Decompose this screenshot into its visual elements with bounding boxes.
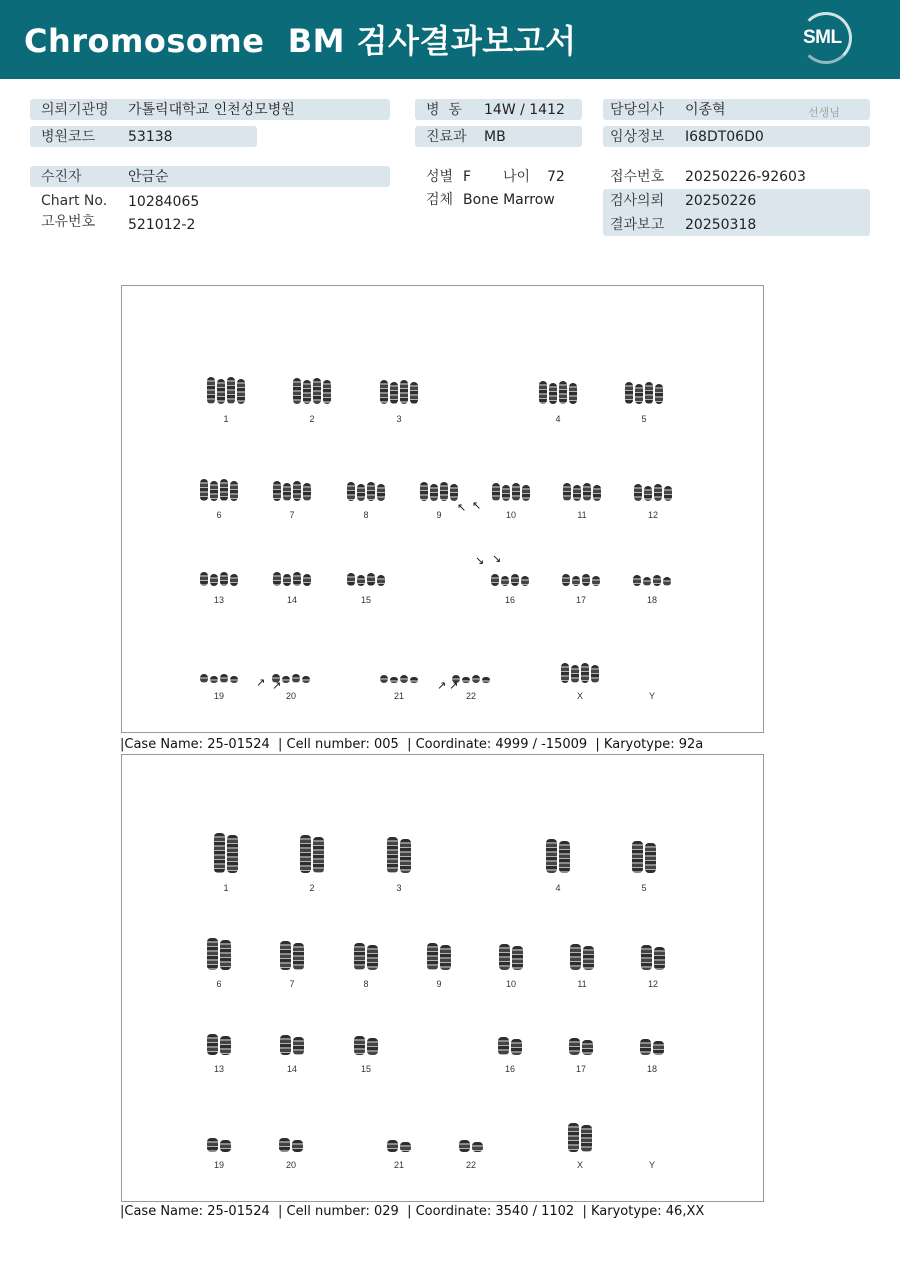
chromosome-15 [354,1036,365,1055]
chromosome-5 [645,382,653,404]
chromosome-5 [625,382,633,404]
chromosome-12 [654,484,662,501]
chromosome-16 [511,574,519,586]
chromosome-label-14: 14 [286,1064,298,1074]
chromosome-21 [380,675,388,683]
chromosome-21-group [379,675,419,683]
chromosome-label-5: 5 [641,414,647,424]
chromosome-10 [499,944,510,970]
chromosome-19 [210,676,218,683]
chromosome-label-13: 13 [213,1064,225,1074]
chromosome-15 [357,575,365,586]
ward-value: 14W / 1412 [484,102,565,118]
request-label: 검사의뢰 [610,193,665,209]
chromosome-2 [293,378,301,404]
chromosome-label-15: 15 [360,595,372,605]
chromosome-1 [207,377,215,404]
chromosome-19 [207,1138,218,1152]
chromosome-label-18: 18 [646,1064,658,1074]
chromosome-16 [511,1039,522,1055]
chromosome-label-5: 5 [641,883,647,893]
chromosome-label-21: 21 [393,691,405,701]
chromosome-label-10: 10 [505,510,517,520]
chromosome-18 [653,575,661,586]
chromosome-11-group [562,483,602,501]
chromosome-5 [632,841,643,873]
chromosome-12-group [640,945,666,970]
chromosome-1 [214,833,225,873]
chromosome-X-group [567,1123,593,1152]
chromosome-14 [273,572,281,586]
chromosome-6 [220,940,231,970]
chromosome-label-20: 20 [285,1160,297,1170]
karyotype-caption-1: |Case Name: 25-01524 | Cell number: 005 | Coordinate: 4999 / -15009 | Karyotype: 92a [120,737,704,752]
chromosome-9 [440,482,448,501]
id-label: 고유번호 [41,214,96,230]
sex-label: 성별 [426,169,454,185]
chromosome-label-8: 8 [363,979,369,989]
chromosome-12-group [633,484,673,501]
chromosome-label-19: 19 [213,691,225,701]
chromosome-21 [387,1140,398,1152]
chromosome-14 [280,1035,291,1055]
chromosome-20 [292,1140,303,1152]
chromosome-6 [207,938,218,970]
chromosome-label-X: X [576,691,584,701]
chromosome-5 [645,843,656,873]
chromosome-11 [570,944,581,970]
chromosome-9 [440,945,451,970]
age-label: 나이 [503,169,531,185]
chromosome-8 [367,945,378,970]
chromosome-13 [230,574,238,586]
chromosome-13 [210,574,218,586]
chromosome-label-9: 9 [436,979,442,989]
report-value: 20250318 [685,217,757,233]
chromosome-label-22: 22 [465,691,477,701]
department-value: MB [484,129,506,145]
chromosome-21 [400,1142,411,1152]
chromosome-1 [227,835,238,873]
chromosome-label-4: 4 [555,414,561,424]
chromosome-5 [655,384,663,404]
chromosome-16 [498,1037,509,1055]
chromosome-3 [400,839,411,873]
chromosome-8-group [353,943,379,970]
chromosome-7 [303,483,311,501]
chromosome-16-group [490,574,530,586]
chromosome-label-7: 7 [289,979,295,989]
chromosome-3 [387,837,398,873]
chromosome-19-group [199,674,239,683]
chromosome-14-group [279,1035,305,1055]
hospital-code-value: 53138 [128,129,173,145]
chromosome-16-group [497,1037,523,1055]
chromosome-14-group [272,572,312,586]
institution-value: 가톨릭대학교 인천성모병원 [128,102,295,118]
chromosome-6 [230,481,238,501]
chromosome-1 [217,379,225,404]
chromosome-15 [367,573,375,586]
chromosome-7 [293,943,304,970]
specimen-label: 검체 [426,192,454,208]
chromosome-19-group [206,1138,232,1152]
chromosome-22 [462,677,470,683]
annotation-arrow-icon: ↖ [457,501,467,514]
chromosome-8 [347,482,355,501]
chromosome-18-group [632,575,672,586]
chromosome-3-group [386,837,412,873]
chromosome-label-17: 17 [575,595,587,605]
chromosome-17 [562,574,570,586]
chromosome-17-group [561,574,601,586]
chromosome-9 [420,482,428,501]
sml-logo [800,12,852,64]
doctor-suffix: 선생님 [808,106,840,119]
chromosome-21 [410,677,418,683]
chromosome-4-group [538,381,578,404]
chromosome-13 [220,1036,231,1055]
chromosome-label-22: 22 [465,1160,477,1170]
annotation-arrow-icon: ↗ [272,679,282,692]
chromosome-5-group [631,841,657,873]
chromosome-X [581,1125,592,1152]
chromosome-18 [643,577,651,586]
chromosome-16 [521,576,529,586]
chromosome-2 [303,380,311,404]
chromosome-10 [522,485,530,501]
chromosome-17 [582,1040,593,1055]
chromosome-label-16: 16 [504,595,516,605]
chromosome-label-2: 2 [309,883,315,893]
chromosome-22-group [458,1140,484,1152]
chromosome-22 [459,1140,470,1152]
chromosome-22 [472,675,480,683]
chromosome-label-7: 7 [289,510,295,520]
patient-row [30,166,390,187]
chromosome-15 [347,573,355,586]
chromosome-11 [583,946,594,970]
chromosome-19 [220,674,228,683]
chromosome-7-group [279,941,305,970]
chromosome-1 [227,377,235,404]
chromosome-2 [313,837,324,873]
chromosome-3 [380,380,388,404]
chromosome-9-group [426,943,452,970]
chromosome-7 [283,483,291,501]
chromosome-8 [377,484,385,501]
chromosome-22 [482,677,490,683]
karyotype-image-2 [121,754,764,1202]
chromosome-label-1: 1 [223,883,229,893]
chromosome-1-group [206,377,246,404]
chromosome-9 [427,943,438,970]
karyotype-image-1 [121,285,764,733]
chromosome-21 [390,677,398,683]
chromosome-8-group [346,482,386,501]
chromosome-X-group [560,663,600,683]
chromosome-X [568,1123,579,1152]
chromosome-22 [472,1142,483,1152]
doctor-value: 이종혁 [685,102,726,118]
chromosome-1-group [213,833,239,873]
chromosome-19 [220,1140,231,1152]
chromosome-label-8: 8 [363,510,369,520]
logo-text: SML [803,27,842,48]
receipt-label: 접수번호 [610,169,665,185]
chromosome-7 [293,481,301,501]
chromosome-12 [654,947,665,970]
chromosome-10 [512,483,520,501]
chromosome-11-group [569,944,595,970]
chromosome-label-9: 9 [436,510,442,520]
receipt-value: 20250226-92603 [685,169,806,185]
chromosome-5-group [624,382,664,404]
clinical-value: I68DT06D0 [685,129,764,145]
chromosome-20-group [278,1138,304,1152]
chromosome-6-group [206,938,232,970]
chromosome-6 [210,481,218,501]
chromosome-4 [539,381,547,404]
chromosome-10 [492,483,500,501]
age-value: 72 [547,169,565,185]
chromosome-4 [546,839,557,873]
chromosome-4 [559,841,570,873]
chromosome-6 [200,479,208,501]
report-title: Chromosome BM 검사결과보고서 [24,22,577,60]
chromosome-3 [400,380,408,404]
chromosome-label-10: 10 [505,979,517,989]
chromosome-21 [400,675,408,683]
chromosome-18 [653,1041,664,1055]
annotation-arrow-icon: ↗ [449,679,459,692]
chromosome-15 [377,575,385,586]
chromosome-2-group [292,378,332,404]
chromosome-2 [313,378,321,404]
chromosome-label-21: 21 [393,1160,405,1170]
chromosome-17 [582,574,590,586]
report-header [0,0,900,79]
chromosome-label-11: 11 [577,510,587,520]
id-value: 521012-2 [128,217,196,233]
chromosome-label-14: 14 [286,595,298,605]
chromosome-8 [357,484,365,501]
chromosome-15-group [353,1036,379,1055]
chromosome-17-group [568,1038,594,1055]
chromosome-9-group [419,482,459,501]
chromosome-label-1: 1 [223,414,229,424]
chromosome-13-group [206,1034,232,1055]
chromosome-label-18: 18 [646,595,658,605]
chromosome-6-group [199,479,239,501]
chromosome-11 [593,485,601,501]
chart-value: 10284065 [128,194,200,210]
annotation-arrow-icon: ↖ [472,499,482,512]
chromosome-X [591,665,599,683]
chromosome-X [581,663,589,683]
annotation-arrow-icon: ↘ [492,552,502,565]
chromosome-14 [293,1037,304,1055]
institution-label: 의뢰기관명 [41,102,109,118]
chromosome-9 [430,484,438,501]
chromosome-label-6: 6 [216,510,222,520]
chromosome-19 [200,674,208,683]
annotation-arrow-icon: ↗ [256,676,266,689]
chromosome-4 [569,383,577,404]
chromosome-8 [354,943,365,970]
chromosome-13 [200,572,208,586]
chromosome-17 [592,576,600,586]
chromosome-3 [390,382,398,404]
sex-value: F [463,169,472,185]
annotation-arrow-icon: ↗ [437,679,447,692]
chromosome-label-12: 12 [647,510,659,520]
chromosome-label-4: 4 [555,883,561,893]
chromosome-11 [563,483,571,501]
request-value: 20250226 [685,193,757,209]
chromosome-13-group [199,572,239,586]
chromosome-X [571,665,579,683]
clinical-label: 임상정보 [610,129,665,145]
chromosome-9 [450,484,458,501]
annotation-arrow-icon: ↘ [475,554,485,567]
chromosome-14 [303,574,311,586]
chromosome-11 [573,485,581,501]
chromosome-20 [282,676,290,683]
chromosome-19 [230,676,238,683]
chromosome-18 [663,577,671,586]
chart-label: Chart No. [41,193,108,209]
chromosome-label-3: 3 [396,414,402,424]
chromosome-label-2: 2 [309,414,315,424]
chromosome-17 [569,1038,580,1055]
chromosome-10-group [498,944,524,970]
chromosome-12 [634,484,642,501]
chromosome-10-group [491,483,531,501]
chromosome-7-group [272,481,312,501]
chromosome-11 [583,483,591,501]
chromosome-2 [323,380,331,404]
chromosome-label-20: 20 [285,691,297,701]
chromosome-12 [641,945,652,970]
chromosome-label-Y: Y [648,691,656,701]
chromosome-18 [633,575,641,586]
chromosome-label-13: 13 [213,595,225,605]
chromosome-4 [559,381,567,404]
chromosome-10 [512,946,523,970]
chromosome-7 [273,481,281,501]
chromosome-17 [572,576,580,586]
chromosome-label-6: 6 [216,979,222,989]
chromosome-4-group [545,839,571,873]
chromosome-18 [640,1039,651,1055]
chromosome-label-X: X [576,1160,584,1170]
chromosome-7 [280,941,291,970]
chromosome-label-Y: Y [648,1160,656,1170]
chromosome-12 [664,486,672,501]
specimen-value: Bone Marrow [463,192,555,208]
ward-label: 병 동 [426,102,462,118]
chromosome-4 [549,383,557,404]
chromosome-15-group [346,573,386,586]
chromosome-13 [220,572,228,586]
chromosome-label-15: 15 [360,1064,372,1074]
chromosome-10 [502,485,510,501]
chromosome-8 [367,482,375,501]
chromosome-2-group [299,835,325,873]
chromosome-label-12: 12 [647,979,659,989]
chromosome-label-17: 17 [575,1064,587,1074]
chromosome-3 [410,382,418,404]
chromosome-12 [644,486,652,501]
chromosome-20 [279,1138,290,1152]
chromosome-label-3: 3 [396,883,402,893]
karyotype-caption-2: |Case Name: 25-01524 | Cell number: 029 | Coordinate: 3540 / 1102 | Karyotype: 46,XX [120,1204,705,1219]
chromosome-20 [302,676,310,683]
chromosome-5 [635,384,643,404]
patient-value: 안금순 [128,169,169,185]
chromosome-15 [367,1038,378,1055]
chromosome-14 [283,574,291,586]
chromosome-2 [300,835,311,873]
chromosome-X [561,663,569,683]
chromosome-20 [292,674,300,683]
doctor-label: 담당의사 [610,102,665,118]
chromosome-18-group [639,1039,665,1055]
chromosome-21-group [386,1140,412,1152]
hospital-code-label: 병원코드 [41,129,96,145]
chromosome-label-19: 19 [213,1160,225,1170]
chromosome-label-16: 16 [504,1064,516,1074]
chromosome-1 [237,379,245,404]
chromosome-3-group [379,380,419,404]
report-label: 결과보고 [610,217,665,233]
chromosome-16 [501,576,509,586]
chromosome-6 [220,479,228,501]
chromosome-14 [293,572,301,586]
patient-label: 수진자 [41,169,82,185]
chromosome-16 [491,574,499,586]
chromosome-label-11: 11 [577,979,587,989]
department-label: 진료과 [426,129,467,145]
chromosome-13 [207,1034,218,1055]
